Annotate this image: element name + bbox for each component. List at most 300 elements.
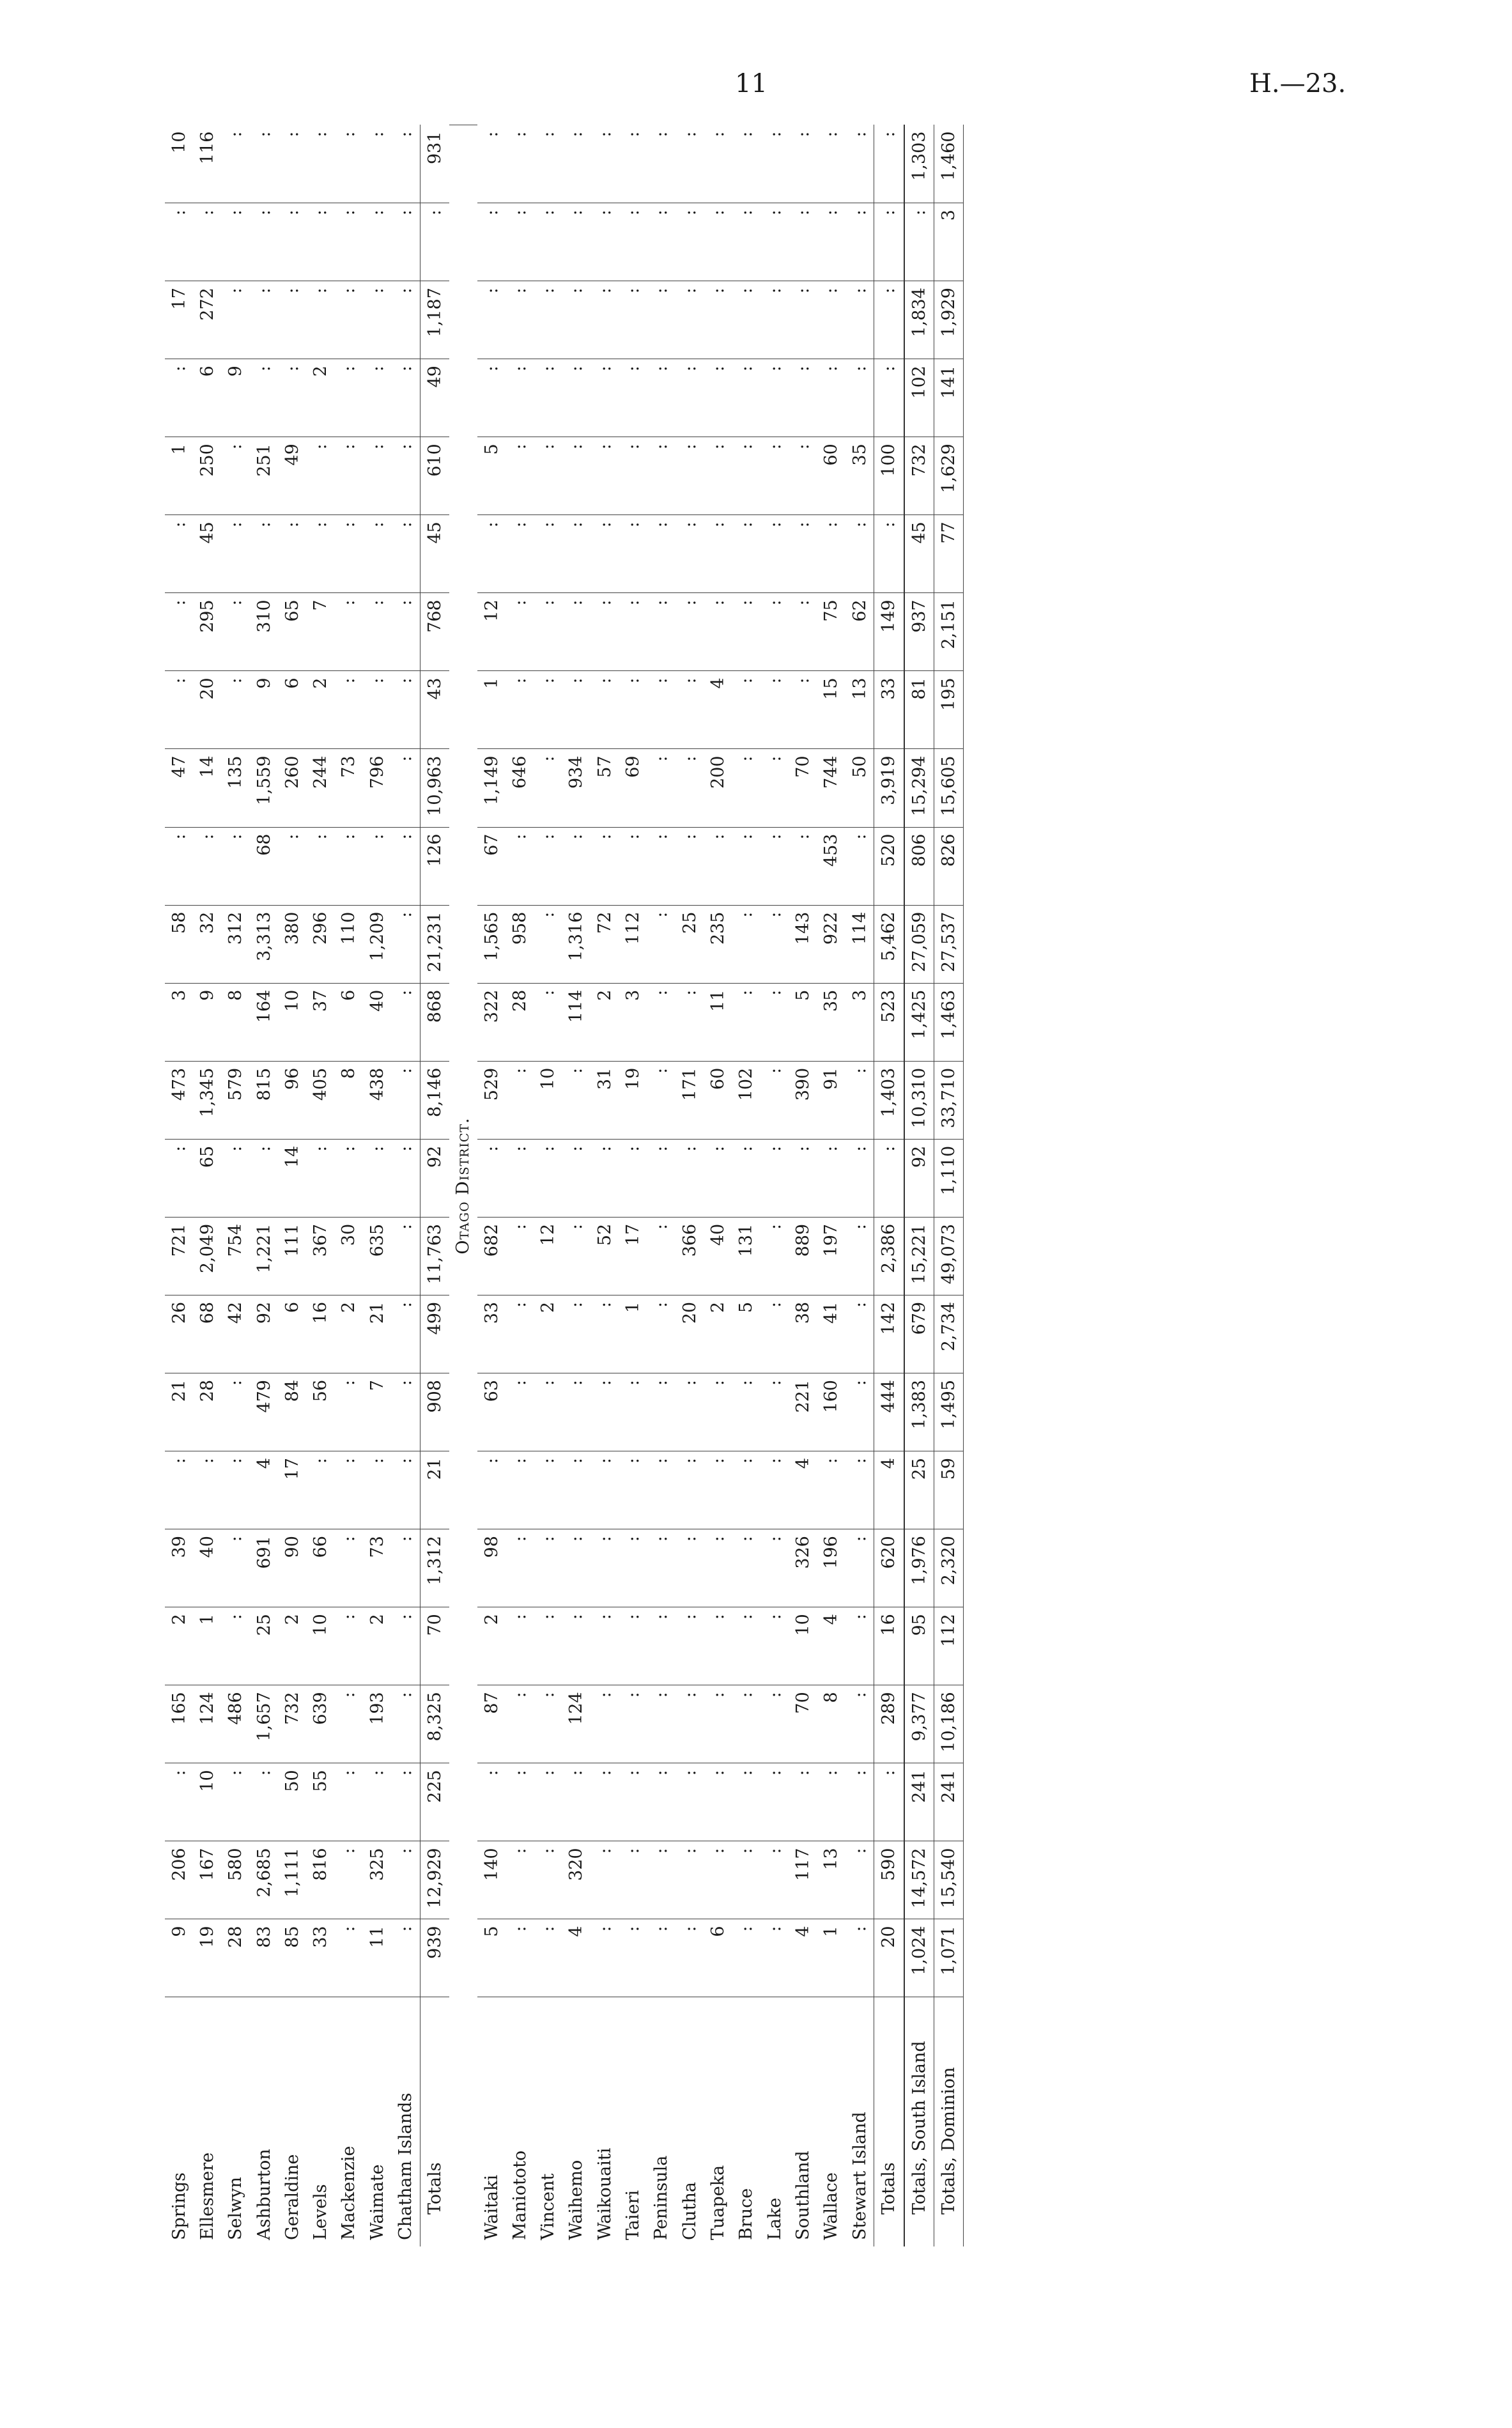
table-cell: 124 [562, 1685, 590, 1763]
table-cell: 580 [222, 1841, 250, 1919]
table-cell: 2 [278, 1607, 306, 1685]
table-cell: : [363, 1451, 391, 1529]
table-cell: : [675, 1451, 704, 1529]
totals-row [874, 125, 904, 2247]
table-cell: : [335, 1451, 363, 1529]
table-cell: : [391, 1061, 420, 1139]
table-cell: 10 [193, 1763, 221, 1841]
table-cell: : [764, 131, 785, 137]
table-row [732, 125, 760, 2247]
table-cell: 5 [477, 437, 505, 515]
table-cell: : [590, 1919, 619, 1997]
table-cell: : [675, 359, 704, 437]
table-cell: 1,149 [477, 749, 505, 827]
table-cell: 6 [278, 671, 306, 749]
table-cell: 250 [193, 437, 221, 515]
table-cell: 41 [817, 1295, 845, 1373]
table-cell: : [817, 1451, 845, 1529]
table-row [391, 125, 420, 2247]
table-cell: : [538, 131, 559, 137]
table-cell: : [505, 437, 534, 515]
table-row [193, 125, 221, 2247]
table-cell: 5 [789, 983, 817, 1061]
table-cell: 33,710 [934, 1061, 963, 1139]
table-cell: 2,386 [874, 1217, 904, 1295]
table-cell: : [704, 203, 732, 281]
table-cell: : [311, 131, 331, 137]
table-cell: : [335, 1919, 363, 1997]
table-cell: : [534, 1685, 562, 1763]
table-cell: 20 [193, 671, 221, 749]
table-cell: 70 [420, 1607, 449, 1685]
table-cell: : [760, 1841, 789, 1919]
table-cell: 3,313 [250, 905, 278, 983]
table-cell: : [704, 1373, 732, 1451]
table-cell: : [619, 1529, 647, 1607]
table-cell: : [845, 1295, 874, 1373]
table-cell: : [704, 437, 732, 515]
table-cell: : [704, 1451, 732, 1529]
table-cell: : [250, 281, 278, 359]
table-cell: : [619, 827, 647, 905]
table-cell: 149 [874, 593, 904, 671]
table-cell: 40 [363, 983, 391, 1061]
table-cell: 49,073 [934, 1217, 963, 1295]
table-cell: 52 [590, 1217, 619, 1295]
table-cell: : [165, 1139, 193, 1217]
table-cell: : [647, 593, 675, 671]
table-cell: : [165, 1763, 193, 1841]
table-cell: 20 [874, 1919, 904, 1997]
table-cell: : [760, 749, 789, 827]
table-cell: : [760, 1139, 789, 1217]
table-cell: 225 [420, 1763, 449, 1841]
table-cell: : [278, 359, 306, 437]
table-cell: 754 [222, 1217, 250, 1295]
table-cell: : [222, 593, 250, 671]
table-cell: 3,919 [874, 749, 904, 827]
row-label: Ellesmere [193, 1997, 221, 2246]
table-cell: : [619, 1373, 647, 1451]
table-cell: : [732, 749, 760, 827]
table-cell: : [222, 1529, 250, 1607]
table-cell: : [278, 515, 306, 593]
table-cell: : [534, 983, 562, 1061]
table-cell: 1 [619, 1295, 647, 1373]
table-cell: 1,976 [904, 1529, 934, 1607]
table-cell: : [306, 827, 334, 905]
table-cell: 639 [306, 1685, 334, 1763]
table-cell: : [590, 1607, 619, 1685]
table-cell: 2,320 [934, 1529, 963, 1607]
table-cell: : [789, 1139, 817, 1217]
table-cell: 444 [874, 1373, 904, 1451]
table-cell: 21,231 [420, 905, 449, 983]
table-cell: : [367, 131, 387, 137]
table-cell: : [222, 437, 250, 515]
table-cell: : [505, 515, 534, 593]
table-cell: 50 [278, 1763, 306, 1841]
table-cell: : [165, 671, 193, 749]
table-cell: 1,463 [934, 983, 963, 1061]
table-cell: 1 [477, 671, 505, 749]
table-cell: 1,187 [420, 281, 449, 359]
table-cell: : [760, 515, 789, 593]
row-label: Waimate [363, 1997, 391, 2246]
table-cell: : [165, 359, 193, 437]
table-cell: 244 [306, 749, 334, 827]
table-cell: 117 [789, 1841, 817, 1919]
table-cell: : [193, 203, 221, 281]
table-cell: 84 [278, 1373, 306, 1451]
document-reference: H.—23. [1249, 69, 1346, 98]
table-cell: : [874, 1139, 904, 1217]
table-cell: 12 [534, 1217, 562, 1295]
table-cell: 251 [250, 437, 278, 515]
table-cell: 15,294 [904, 749, 934, 827]
table-cell: 367 [306, 1217, 334, 1295]
table-cell: : [254, 131, 274, 137]
table-cell: : [505, 203, 534, 281]
table-cell: 15,540 [934, 1841, 963, 1919]
table-cell: : [335, 1529, 363, 1607]
table-cell: 10 [534, 1061, 562, 1139]
table-cell: 868 [420, 983, 449, 1061]
table-cell: : [647, 749, 675, 827]
table-cell: : [165, 593, 193, 671]
table-cell: 4 [250, 1451, 278, 1529]
table-cell: : [732, 827, 760, 905]
table-cell: 58 [165, 905, 193, 983]
table-cell: 14,572 [904, 1841, 934, 1919]
table-cell: : [647, 1841, 675, 1919]
table-cell: : [675, 827, 704, 905]
table-cell: 124 [193, 1685, 221, 1763]
row-label: Clutha [675, 1997, 704, 2246]
table-cell: 33 [874, 671, 904, 749]
table-cell: : [675, 203, 704, 281]
table-cell: : [562, 1217, 590, 1295]
table-cell: : [391, 203, 420, 281]
table-cell: 721 [165, 1217, 193, 1295]
table-cell: : [250, 203, 278, 281]
table-cell: : [675, 515, 704, 593]
table-cell: : [396, 131, 416, 137]
table-cell: 20 [675, 1295, 704, 1373]
table-cell: : [335, 515, 363, 593]
table-cell: 68 [250, 827, 278, 905]
table-cell: : [391, 1685, 420, 1763]
table-cell: 92 [250, 1295, 278, 1373]
table-cell: : [335, 1763, 363, 1841]
table-cell: : [760, 1685, 789, 1763]
table-row [647, 125, 675, 2247]
table-cell: : [335, 671, 363, 749]
table-cell: 17 [619, 1217, 647, 1295]
table-cell: : [566, 131, 587, 137]
table-cell: : [647, 1139, 675, 1217]
table-cell: : [647, 1451, 675, 1529]
table-cell: : [505, 827, 534, 905]
table-cell: 65 [278, 593, 306, 671]
table-cell: : [619, 1841, 647, 1919]
table-cell: : [534, 1607, 562, 1685]
table-cell: : [845, 359, 874, 437]
table-cell: : [562, 1061, 590, 1139]
table-row [704, 125, 732, 2247]
table-cell: 15,605 [934, 749, 963, 827]
table-cell: : [760, 1763, 789, 1841]
table-cell: : [792, 131, 813, 137]
table-cell: 4 [704, 671, 732, 749]
table-cell: 43 [420, 671, 449, 749]
table-cell: : [619, 437, 647, 515]
table-cell: : [675, 1841, 704, 1919]
table-cell: : [505, 1061, 534, 1139]
table-cell: : [732, 1763, 760, 1841]
table-cell: 60 [704, 1061, 732, 1139]
table-cell: 77 [934, 515, 963, 593]
table-cell: 10 [789, 1607, 817, 1685]
table-cell: 40 [704, 1217, 732, 1295]
table-cell: 17 [165, 281, 193, 359]
table-cell: 45 [420, 515, 449, 593]
table-cell: 523 [874, 983, 904, 1061]
table-cell: : [845, 1061, 874, 1139]
table-cell: 66 [306, 1529, 334, 1607]
table-cell: : [760, 1607, 789, 1685]
table-cell: 438 [363, 1061, 391, 1139]
table-cell: : [874, 1763, 904, 1841]
table-cell: : [679, 131, 700, 137]
table-cell: : [647, 1529, 675, 1607]
table-cell: : [675, 1919, 704, 1997]
table-cell: 142 [874, 1295, 904, 1373]
table-cell: 453 [817, 827, 845, 905]
table-row [306, 125, 334, 2247]
table-cell: : [817, 203, 845, 281]
table-cell: 143 [789, 905, 817, 983]
table-cell: 56 [306, 1373, 334, 1451]
table-cell: : [363, 281, 391, 359]
table-cell: : [282, 131, 302, 137]
table-cell: : [222, 1373, 250, 1451]
table-cell: 1 [193, 1607, 221, 1685]
table-cell: 221 [789, 1373, 817, 1451]
table-cell: : [789, 281, 817, 359]
table-cell: : [165, 827, 193, 905]
table-cell: 826 [934, 827, 963, 905]
table-cell: 10,186 [934, 1685, 963, 1763]
totals-row [904, 125, 934, 2247]
table-cell: 2,734 [934, 1295, 963, 1373]
table-cell: : [704, 1763, 732, 1841]
table-cell: 114 [845, 905, 874, 983]
table-cell: : [562, 437, 590, 515]
table-cell: : [165, 1451, 193, 1529]
table-cell: 3 [934, 203, 963, 281]
table-cell: 42 [222, 1295, 250, 1373]
table-cell: : [619, 203, 647, 281]
table-cell: : [562, 1763, 590, 1841]
table-cell: : [675, 281, 704, 359]
district-heading-row [449, 125, 477, 2247]
table-cell: 1,345 [193, 1061, 221, 1139]
table-cell: : [704, 827, 732, 905]
table-cell: : [590, 1763, 619, 1841]
table-row [590, 125, 619, 2247]
table-cell: : [534, 1763, 562, 1841]
table-cell: : [391, 671, 420, 749]
table-cell: : [534, 827, 562, 905]
table-row [562, 125, 590, 2247]
table-cell: : [849, 131, 870, 137]
table-cell: 296 [306, 905, 334, 983]
table-cell: 3 [165, 983, 193, 1061]
table-cell: 206 [165, 1841, 193, 1919]
table-cell: : [477, 1763, 505, 1841]
table-cell: : [590, 1373, 619, 1451]
table-cell: : [335, 1607, 363, 1685]
table-cell: 9 [165, 1919, 193, 1997]
table-cell: 325 [363, 1841, 391, 1919]
table-cell: : [391, 515, 420, 593]
table-cell: : [789, 203, 817, 281]
table-cell: 59 [934, 1451, 963, 1529]
table-cell: : [562, 1607, 590, 1685]
table-cell: 19 [619, 1061, 647, 1139]
table-cell: : [732, 983, 760, 1061]
table-cell: : [789, 671, 817, 749]
table-cell: 2 [165, 1607, 193, 1685]
table-cell: : [675, 749, 704, 827]
table-cell: : [817, 359, 845, 437]
table-cell: 744 [817, 749, 845, 827]
table-cell: 73 [335, 749, 363, 827]
table-cell: 937 [904, 593, 934, 671]
table-cell: : [760, 1373, 789, 1451]
table-cell: 9,377 [904, 1685, 934, 1763]
table-cell: : [363, 827, 391, 905]
table-cell: : [760, 1451, 789, 1529]
table-cell: : [391, 1139, 420, 1217]
totals-row [420, 125, 449, 2247]
table-cell: : [477, 515, 505, 593]
table-cell: 55 [306, 1763, 334, 1841]
table-cell: : [505, 1529, 534, 1607]
table-cell: 21 [165, 1373, 193, 1451]
table-cell: 13 [845, 671, 874, 749]
table-cell: 260 [278, 749, 306, 827]
table-cell: 366 [675, 1217, 704, 1295]
table-cell: : [505, 1685, 534, 1763]
table-cell: : [623, 131, 644, 137]
table-cell: : [222, 1607, 250, 1685]
row-label: Totals, South Island [904, 1997, 934, 2246]
table-cell: : [789, 593, 817, 671]
table-cell: 112 [934, 1607, 963, 1685]
table-cell: 1,071 [934, 1919, 963, 1997]
table-cell: : [874, 125, 904, 203]
table-cell: : [391, 1919, 420, 1997]
table-row [250, 125, 278, 2247]
table-cell: : [647, 203, 675, 281]
table-cell: : [704, 1841, 732, 1919]
table-cell: 272 [193, 281, 221, 359]
table-cell: 69 [619, 749, 647, 827]
table-cell: 529 [477, 1061, 505, 1139]
table-cell: 27,059 [904, 905, 934, 983]
table-cell: : [760, 983, 789, 1061]
table-cell: 1,024 [904, 1919, 934, 1997]
table-cell: : [339, 131, 359, 137]
table-cell: : [562, 593, 590, 671]
table-cell: : [732, 593, 760, 671]
table-cell: : [222, 515, 250, 593]
table-cell: : [534, 203, 562, 281]
table-cell: : [306, 203, 334, 281]
table-cell: : [789, 437, 817, 515]
table-cell: : [222, 1139, 250, 1217]
table-cell: 6 [704, 1919, 732, 1997]
table-cell: : [647, 1373, 675, 1451]
table-cell: : [363, 593, 391, 671]
table-cell: 17 [278, 1451, 306, 1529]
table-cell: 679 [904, 1295, 934, 1373]
table-cell: 499 [420, 1295, 449, 1373]
table-cell: 1,657 [250, 1685, 278, 1763]
table-cell: 12,929 [420, 1841, 449, 1919]
table-cell: : [193, 827, 221, 905]
row-label: Tuapeka [704, 1997, 732, 2246]
table-cell: 2 [704, 1295, 732, 1373]
table-cell: : [845, 1685, 874, 1763]
table-cell: 21 [363, 1295, 391, 1373]
table-cell: 3 [845, 983, 874, 1061]
table-cell: 9 [193, 983, 221, 1061]
table-cell: : [562, 1451, 590, 1529]
table-cell: 98 [477, 1529, 505, 1607]
row-label: Ashburton [250, 1997, 278, 2246]
table-cell: : [732, 671, 760, 749]
table-cell: 81 [904, 671, 934, 749]
table-cell: 520 [874, 827, 904, 905]
table-cell: : [391, 1217, 420, 1295]
table-cell: : [534, 1529, 562, 1607]
table-cell: 796 [363, 749, 391, 827]
table-cell: : [335, 593, 363, 671]
table-cell: : [590, 1139, 619, 1217]
table-cell: : [534, 437, 562, 515]
table-cell: 6 [278, 1295, 306, 1373]
table-cell: 19 [193, 1919, 221, 1997]
table-cell: : [732, 1919, 760, 1997]
table-cell: : [534, 1139, 562, 1217]
table-cell: : [391, 1763, 420, 1841]
table-cell: : [391, 1295, 420, 1373]
table-cell: : [619, 1451, 647, 1529]
table-cell: 87 [477, 1685, 505, 1763]
table-cell: 816 [306, 1841, 334, 1919]
table-cell: : [760, 359, 789, 437]
table-cell: : [306, 437, 334, 515]
table-cell: 8,146 [420, 1061, 449, 1139]
table-cell: 2,151 [934, 593, 963, 671]
table-cell: 39 [165, 1529, 193, 1607]
table-cell: 1,110 [934, 1139, 963, 1217]
table-cell: : [363, 359, 391, 437]
row-label: Springs [165, 1997, 193, 2246]
